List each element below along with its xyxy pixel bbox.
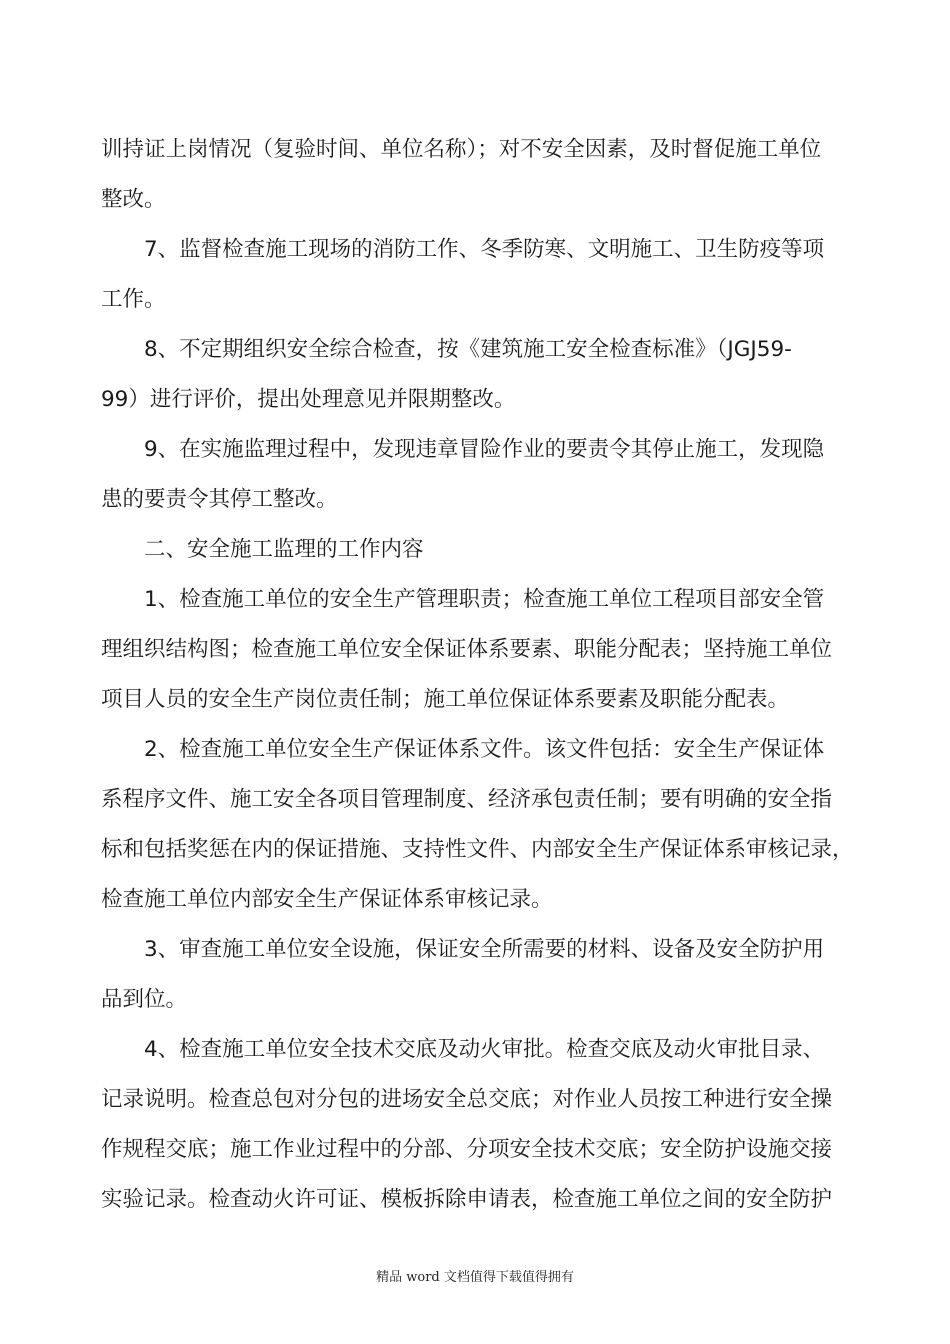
text-line: 记录说明。检查总包对分包的进场安全总交底；对作业人员按工种进行安全操 [101, 1087, 833, 1112]
paragraph-9-start: 9、在实施监理过程中，发现违章冒险作业的要责令其停止施工，发现隐 [144, 437, 825, 462]
paragraph-8-start: 8、不定期组织安全综合检查，按《建筑施工安全检查标准》（JGJ59- [144, 337, 792, 362]
text-line: 整改。 [101, 187, 166, 212]
text-line: 项目人员的安全生产岗位责任制；施工单位保证体系要素及职能分配表。 [101, 687, 790, 712]
paragraph-3-start: 3、审查施工单位安全设施，保证安全所需要的材料、设备及安全防护用 [144, 937, 825, 962]
section-heading: 二、安全施工监理的工作内容 [144, 537, 424, 562]
text-line: 品到位。 [101, 987, 188, 1012]
text-line: 训持证上岗情况（复验时间、单位名称）；对不安全因素，及时督促施工单位 [101, 137, 822, 162]
text-line: 理组织结构图；检查施工单位安全保证体系要素、职能分配表；坚持施工单位 [101, 637, 833, 662]
paragraph-2-start: 2、检查施工单位安全生产保证体系文件。该文件包括：安全生产保证体 [144, 737, 825, 762]
paragraph-1-start: 1、检查施工单位的安全生产管理职责；检查施工单位工程项目部安全管 [144, 587, 825, 612]
text-line: 检查施工单位内部安全生产保证体系审核记录。 [101, 887, 553, 912]
text-line: 标和包括奖惩在内的保证措施、支持性文件、内部安全生产保证体系审核记录， [101, 837, 854, 862]
paragraph-7-start: 7、监督检查施工现场的消防工作、冬季防寒、文明施工、卫生防疫等项 [144, 237, 825, 262]
text-line: 工作。 [101, 287, 166, 312]
paragraph-4-start: 4、检查施工单位安全技术交底及动火审批。检查交底及动火审批目录、 [144, 1037, 825, 1062]
text-line: 系程序文件、施工安全各项目管理制度、经济承包责任制；要有明确的安全指 [101, 787, 833, 812]
text-line: 患的要责令其停工整改。 [101, 487, 338, 512]
page-footer: 精品 word 文档值得下载值得拥有 [376, 1270, 574, 1285]
text-line: 实验记录。检查动火许可证、模板拆除申请表，检查施工单位之间的安全防护 [101, 1187, 833, 1212]
text-line: 作规程交底；施工作业过程中的分部、分项安全技术交底；安全防护设施交接 [101, 1137, 833, 1162]
text-line: 99）进行评价，提出处理意见并限期整改。 [101, 387, 516, 412]
